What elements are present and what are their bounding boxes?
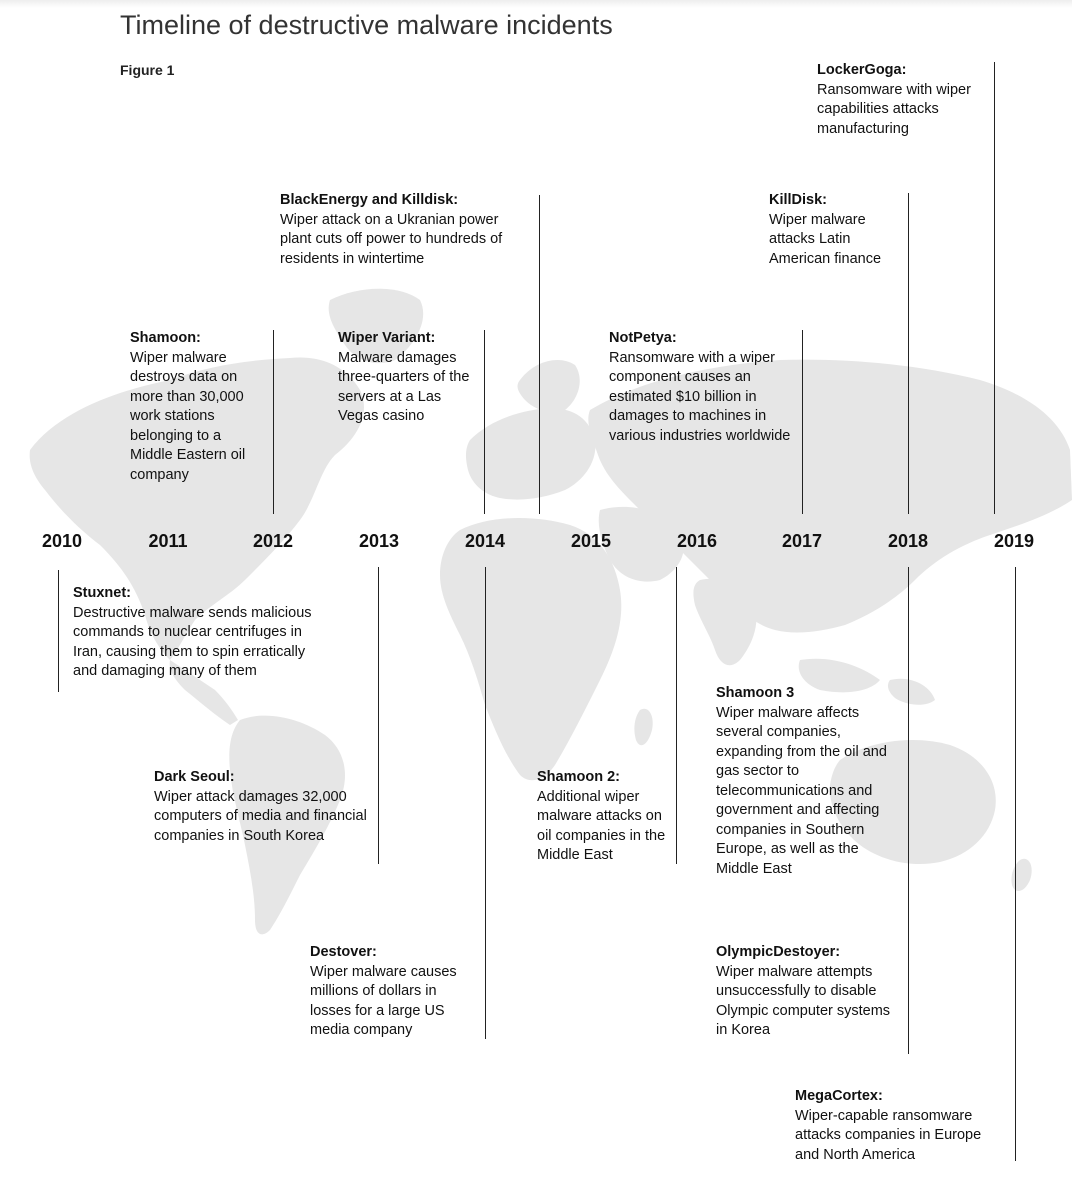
year-label-2019: 2019: [993, 531, 1035, 551]
event-wiper-variant: [338, 329, 478, 427]
event-description: Additional wiper malware attacks on oil companies in the Middle East: [537, 788, 666, 863]
event-title: OlympicDestoyer:: [716, 944, 841, 960]
year-label-2014: 2014: [464, 531, 506, 551]
event-destover: [310, 943, 480, 1041]
year-label-2012: 2012: [252, 531, 294, 551]
connector-line-blackenergy: [539, 195, 540, 514]
year-label-2016: 2016: [676, 531, 718, 551]
event-title: Shamoon 2:: [537, 769, 620, 785]
event-blackenergy-killdisk: [280, 191, 530, 269]
event-title: KillDisk:: [769, 192, 828, 208]
connector-line-destover: [485, 567, 486, 1039]
event-description: Wiper malware causes millions of dollars in losses for a large US media company: [310, 963, 457, 1038]
connector-line-megacortex: [1015, 567, 1016, 1161]
event-description: Malware damages three-quarters of the servers at a Las Vegas casino: [338, 349, 470, 424]
year-label-2018: 2018: [887, 531, 929, 551]
event-olympic-destroyer: [716, 943, 902, 1041]
connector-line-shamoon2: [676, 567, 677, 864]
event-description: Wiper malware attempts unsuccessfully to disable Olympic computer systems in Korea: [716, 963, 891, 1038]
connector-line-stuxnet: [58, 570, 59, 692]
event-title: MegaCortex:: [795, 1088, 883, 1104]
event-title: NotPetya:: [609, 330, 677, 346]
event-lockergoga: [817, 61, 987, 139]
event-shamoon3: [716, 684, 901, 879]
year-label-2010: 2010: [41, 531, 83, 551]
figure-label: Figure 1: [120, 62, 175, 78]
event-title: Shamoon 3: [716, 685, 795, 701]
event-description: Wiper malware attacks Latin American finance: [769, 211, 882, 267]
connector-line-shamoon3-olympic: [908, 567, 909, 1054]
event-description: Ransomware with wiper capabilities attacks manufacturing: [817, 81, 971, 137]
event-description: Wiper malware affects several companies, expanding from the oil and gas sector to telecommunications and government and affecting companies in Southern Europe, as well as the Middle East: [716, 704, 887, 877]
event-description: Ransomware with a wiper component causes an estimated $10 billion in damages to machines in various industries worldwide: [609, 349, 791, 444]
connector-line-dark-seoul: [378, 567, 379, 864]
year-label-2011: 2011: [148, 531, 188, 551]
event-title: Stuxnet:: [73, 585, 131, 601]
event-description: Wiper attack damages 32,000 computers of media and financial companies in South Korea: [154, 788, 367, 844]
event-notpetya: [609, 329, 797, 446]
event-shamoon: [130, 329, 266, 485]
event-title: Dark Seoul:: [154, 769, 235, 785]
connector-line-shamoon: [273, 330, 274, 514]
event-title: BlackEnergy and Killdisk:: [280, 192, 459, 208]
top-gradient-bar: [0, 0, 1072, 8]
event-description: Wiper malware destroys data on more than 30,000 work stations belonging to a Middle Eastern oil company: [130, 349, 246, 483]
year-label-2015: 2015: [570, 531, 612, 551]
event-title: Wiper Variant:: [338, 330, 436, 346]
page-title: Timeline of destructive malware incidents: [120, 10, 613, 40]
event-description: Wiper-capable ransomware attacks companies in Europe and North America: [795, 1107, 982, 1163]
event-description: Wiper attack on a Ukranian power plant cuts off power to hundreds of residents in wintertime: [280, 211, 503, 267]
event-megacortex: [795, 1087, 1007, 1165]
event-dark-seoul: [154, 768, 369, 846]
event-title: LockerGoga:: [817, 62, 907, 78]
event-killdisk: [769, 191, 904, 269]
connector-line-wiper-variant: [484, 330, 485, 514]
event-description: Destructive malware sends malicious commands to nuclear centrifuges in Iran, causing them to spin erratically and damaging many of them: [73, 604, 312, 679]
event-stuxnet: [73, 584, 318, 682]
year-label-2017: 2017: [781, 531, 823, 551]
connector-line-notpetya: [802, 330, 803, 514]
connector-line-killdisk: [908, 193, 909, 514]
event-title: Shamoon:: [130, 330, 201, 346]
event-shamoon2: [537, 768, 672, 866]
connector-line-lockergoga: [994, 62, 995, 514]
event-title: Destover:: [310, 944, 377, 960]
year-label-2013: 2013: [358, 531, 400, 551]
